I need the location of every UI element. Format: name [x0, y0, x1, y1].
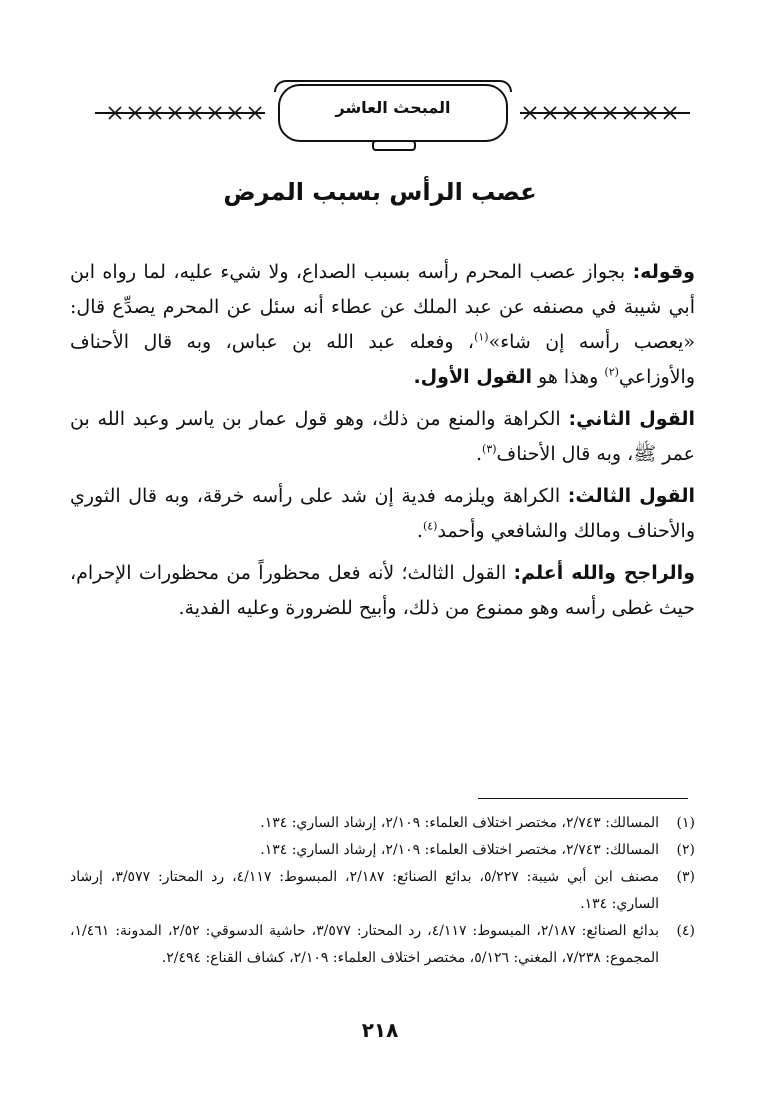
paragraph-text: الكراهة والمنع من ذلك، وهو قول عمار بن ياسر وعبد الله بن عمر ﷺ، وبه قال الأحناف [70, 408, 695, 465]
footnote-number: (٤) [676, 923, 695, 939]
paragraph-text: القول الثالث؛ لأنه فعل محظوراً من محظورات الإحرام، حيث غطى رأسه وهو ممنوع من ذلك، وأبيح للضرورة وعليه الفدية. [70, 562, 695, 619]
paragraph [70, 255, 695, 395]
frame-tab-ornament [372, 140, 416, 151]
footnote-text: المسالك: ٢/٧٤٣، مختصر اختلاف العلماء: ٢/١٠٩، إرشاد الساري: ١٣٤. [260, 815, 659, 831]
paragraph-text: الكراهة ويلزمه فدية إن شد على رأسه خرقة، وبه قال الثوري والأحناف ومالك والشافعي وأحمد [70, 485, 695, 542]
ornamental-border-right [520, 106, 690, 120]
section-label-frame [278, 84, 508, 142]
footnote-ref[interactable]: (٣) [482, 442, 497, 456]
paragraph-lead: القول الثاني: [568, 408, 696, 430]
paragraph-text: بجواز عصب المحرم رأسه بسبب الصداع، ولا شيء عليه، لما رواه ابن أبي شيبة في مصنفه عن عبد الملك عن عطاء أنه سئل عن المحرم يصدِّع قال: «يعصب رأسه إن شاء» [70, 261, 696, 353]
page-title: عصب الرأس بسبب المرض [223, 178, 537, 206]
footnote-ref[interactable]: (٤) [422, 519, 438, 533]
footnote-number: (١) [676, 815, 695, 831]
paragraph-lead: والراجح والله أعلم: [513, 562, 695, 584]
paragraph-text: . [416, 520, 423, 542]
paragraph-lead: وقوله: [632, 261, 695, 283]
section-header [95, 82, 690, 152]
paragraph [70, 402, 695, 472]
footnote-ref[interactable]: (٢) [604, 365, 619, 379]
paragraph-text: ، وفعله عبد الله بن عباس، وبه قال الأحناف والأوزاعي [70, 331, 695, 388]
paragraph [70, 479, 695, 549]
footnote-text: بدائع الصنائع: ٢/١٨٧، المبسوط: ٤/١١٧، رد المحتار: ٣/٥٧٧، حاشية الدسوقي: ٢/٥٢، المدونة: ١/٤٦١، المجموع: ٧/٢٣٨، المغني: ٥/١٢٦، مختصر اختلاف العلماء: ٢/١٠٩، كشاف القناع: ٢/٤٩٤. [70, 923, 660, 966]
footnote-item [70, 864, 695, 918]
footnotes [70, 810, 695, 972]
footnote-number: (٢) [676, 842, 695, 858]
footnote-number: (٣) [676, 869, 695, 885]
footnote-text: المسالك: ٢/٧٤٣، مختصر اختلاف العلماء: ٢/١٠٩، إرشاد الساري: ١٣٤. [260, 842, 659, 858]
ornamental-border-left [95, 106, 265, 120]
footnote-item [70, 810, 695, 837]
paragraph-text: . [475, 443, 483, 465]
paragraph-bold-end: القول الأول. [413, 366, 532, 388]
body-text [70, 255, 695, 633]
section-label: المبحث العاشر [335, 98, 451, 117]
paragraph-lead: القول الثالث: [567, 485, 696, 507]
footnote-ref[interactable]: (١) [474, 330, 489, 344]
footnote-divider [478, 798, 688, 799]
paragraph-text: وهذا هو [531, 366, 605, 388]
page-number: ٢١٨ [361, 1018, 399, 1042]
footnote-item [70, 918, 695, 972]
footnote-text: مصنف ابن أبي شيبة: ٥/٢٢٧، بدائع الصنائع: ٢/١٨٧، المبسوط: ٤/١١٧، رد المحتار: ٣/٥٧٧، إرشاد الساري: ١٣٤. [70, 869, 660, 912]
paragraph [70, 556, 695, 626]
footnote-item [70, 837, 695, 864]
